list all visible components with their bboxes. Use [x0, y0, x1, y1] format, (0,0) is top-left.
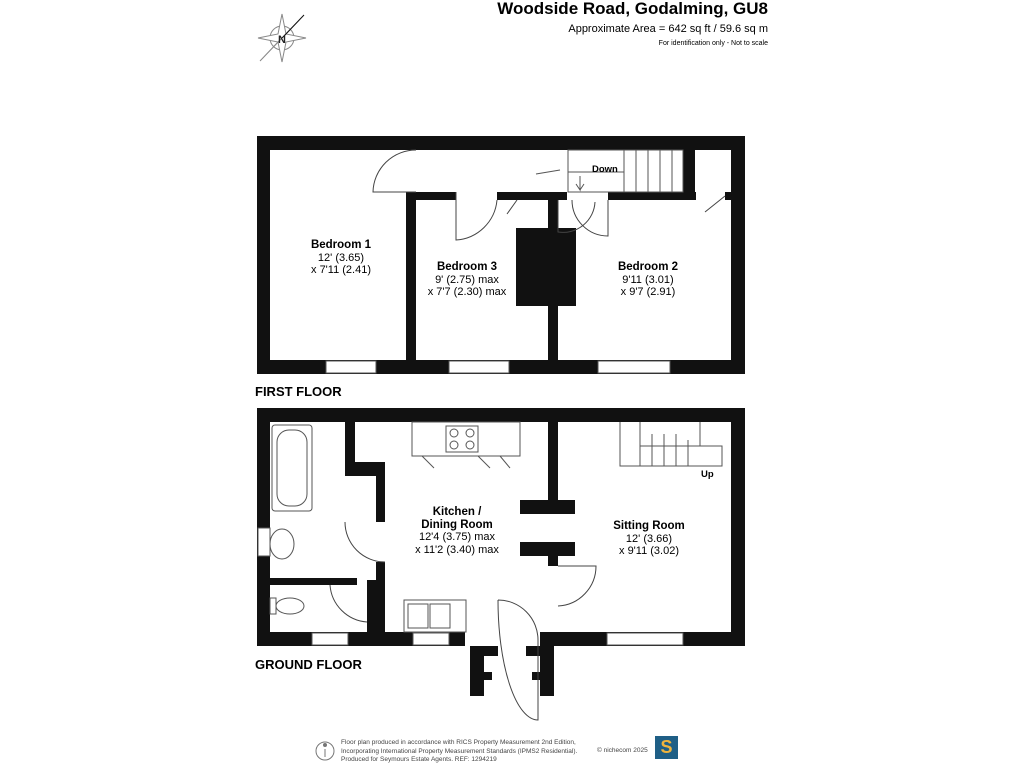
agent-logo: S	[655, 736, 678, 759]
property-title: Woodside Road, Godalming, GU8	[497, 0, 768, 18]
info-icon	[316, 742, 334, 760]
toilet-icon	[276, 598, 304, 614]
bathroom-fixtures	[270, 425, 312, 614]
compass-icon	[258, 14, 306, 62]
room-dimension: 12' (3.65)	[317, 251, 365, 264]
first-floor-label: FIRST FLOOR	[255, 384, 342, 399]
stairs-down-label: Down	[592, 164, 618, 175]
room-dimension: x 9'7 (2.91)	[620, 286, 676, 298]
room-dimension: 9'11 (3.01)	[622, 273, 674, 286]
room-name-line-2: Dining Room	[421, 518, 493, 531]
room-name: Bedroom 1	[310, 239, 372, 251]
room-dimension: 9' (2.75) max	[435, 273, 499, 286]
ground-floor-stairs	[620, 422, 722, 466]
ground-floor-label: GROUND FLOOR	[255, 657, 362, 672]
room-dimension: x 7'11 (2.41)	[311, 264, 371, 276]
room-dimension: 12' (3.66)	[625, 532, 673, 545]
room-dimension: 12'4 (3.75) max	[418, 531, 496, 543]
stairs-up-label: Up	[701, 469, 714, 480]
footer-notes	[341, 739, 577, 765]
scale-note: For identification only - Not to scale	[658, 40, 768, 47]
approximate-area: Approximate Area = 642 sq ft / 59.6 sq m	[568, 23, 768, 35]
footer-line: Floor plan produced in accordance with RICS Property Measurement 2nd Edition,	[341, 739, 576, 746]
sink-icon	[408, 604, 428, 628]
room-bedroom-3	[428, 261, 507, 299]
room-dimension: x 7'7 (2.30) max	[427, 286, 507, 298]
footer-line: Incorporating International Property Measurement Standards (IPMS2 Residential).	[341, 747, 578, 755]
compass-letter: N	[278, 34, 286, 46]
room-name: Kitchen /	[432, 506, 482, 518]
room-dimension: x 11'2 (3.40) max	[415, 543, 499, 556]
room-sitting-room	[613, 520, 685, 558]
room-bedroom-1	[311, 239, 371, 277]
room-kitchen-dining	[415, 506, 499, 556]
credit-text: © nichecom 2025	[597, 747, 648, 754]
room-name: Bedroom 2	[617, 261, 679, 273]
room-dimension: x 9'11 (3.02)	[619, 545, 679, 557]
basin-icon	[270, 529, 294, 559]
room-name: Sitting Room	[613, 520, 685, 532]
room-bedroom-2	[618, 261, 678, 299]
footer-line: Produced for Seymours Estate Agents. REF: 1294219	[341, 756, 497, 763]
room-name: Bedroom 3	[436, 261, 498, 273]
